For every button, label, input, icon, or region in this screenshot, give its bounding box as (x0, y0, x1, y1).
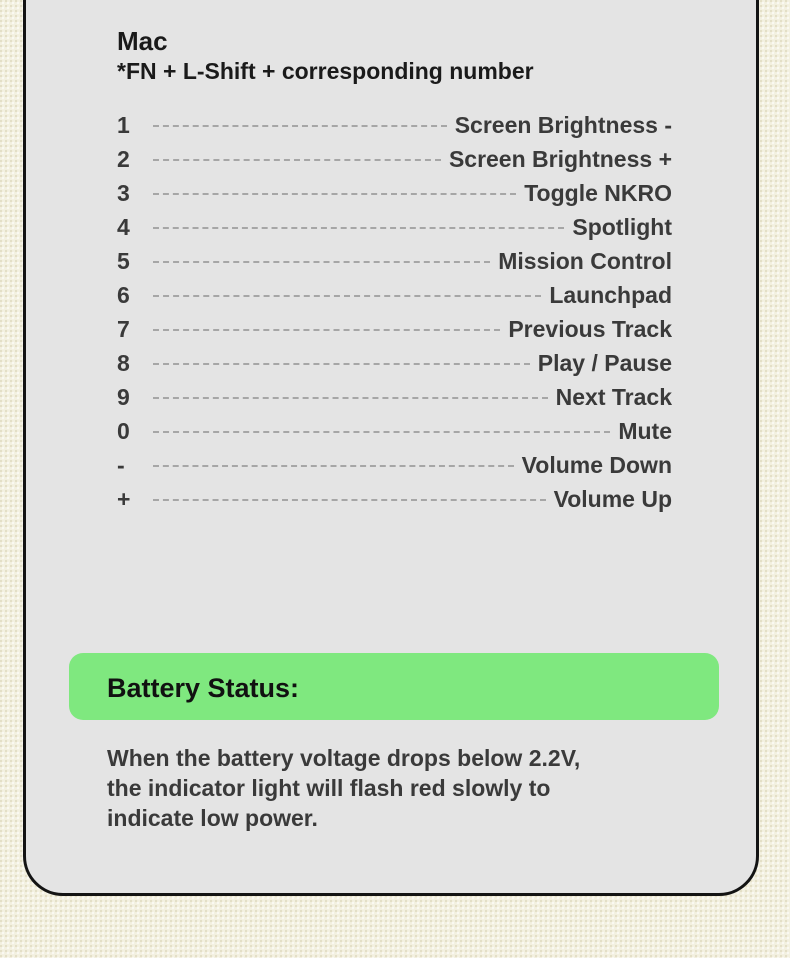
shortcut-key: 5 (117, 247, 130, 274)
shortcut-row (117, 176, 672, 210)
shortcut-row (117, 278, 672, 312)
dotted-leader (153, 159, 441, 161)
shortcut-row (117, 448, 672, 482)
shortcut-function: Screen Brightness - (454, 111, 672, 138)
shortcut-function: Spotlight (572, 213, 672, 240)
shortcut-key: 0 (117, 417, 130, 444)
shortcut-function: Next Track (555, 383, 672, 410)
shortcut-row (117, 108, 672, 142)
shortcut-key: 6 (117, 281, 130, 308)
shortcut-function: Play / Pause (537, 349, 672, 376)
shortcut-function: Mute (618, 417, 672, 444)
shortcut-row (117, 210, 672, 244)
battery-status-title: Battery Status: (107, 673, 300, 703)
dotted-leader (153, 193, 516, 195)
shortcut-key: 1 (117, 111, 130, 138)
battery-description-line: When the battery voltage drops below 2.2V, (107, 745, 581, 771)
shortcut-function: Mission Control (498, 247, 672, 274)
battery-description-line: the indicator light will flash red slowly to (107, 775, 551, 801)
battery-status-banner (69, 653, 719, 720)
shortcut-key: 2 (117, 145, 130, 172)
shortcut-function: Screen Brightness + (448, 145, 672, 172)
shortcut-key: 8 (117, 349, 130, 376)
dotted-leader (153, 363, 530, 365)
dotted-leader (153, 261, 490, 263)
shortcut-row (117, 380, 672, 414)
shortcut-list (117, 108, 672, 516)
shortcut-function: Previous Track (508, 315, 672, 342)
shortcut-row (117, 312, 672, 346)
dotted-leader (153, 227, 564, 229)
shortcut-key: 4 (117, 213, 130, 240)
dotted-leader (153, 431, 610, 433)
os-title: Mac (117, 26, 168, 56)
shortcut-key: 9 (117, 383, 130, 410)
shortcut-row (117, 244, 672, 278)
shortcut-function: Volume Up (553, 485, 672, 512)
dotted-leader (153, 295, 541, 297)
shortcut-row (117, 346, 672, 380)
shortcut-row (117, 414, 672, 448)
shortcut-function: Launchpad (549, 281, 672, 308)
dotted-leader (153, 125, 447, 127)
shortcut-key: - (117, 451, 125, 478)
dotted-leader (153, 329, 500, 331)
shortcut-function: Volume Down (521, 451, 672, 478)
shortcut-key: 7 (117, 315, 130, 342)
shortcut-hint: *FN + L-Shift + corresponding number (117, 58, 534, 84)
shortcut-key: + (117, 485, 131, 512)
dotted-leader (153, 499, 546, 501)
battery-description-line: indicate low power. (107, 805, 318, 831)
shortcut-key: 3 (117, 179, 130, 206)
battery-status-description (107, 743, 687, 833)
shortcut-row (117, 142, 672, 176)
shortcut-row (117, 482, 672, 516)
shortcut-function: Toggle NKRO (524, 179, 672, 206)
dotted-leader (153, 465, 514, 467)
dotted-leader (153, 397, 548, 399)
